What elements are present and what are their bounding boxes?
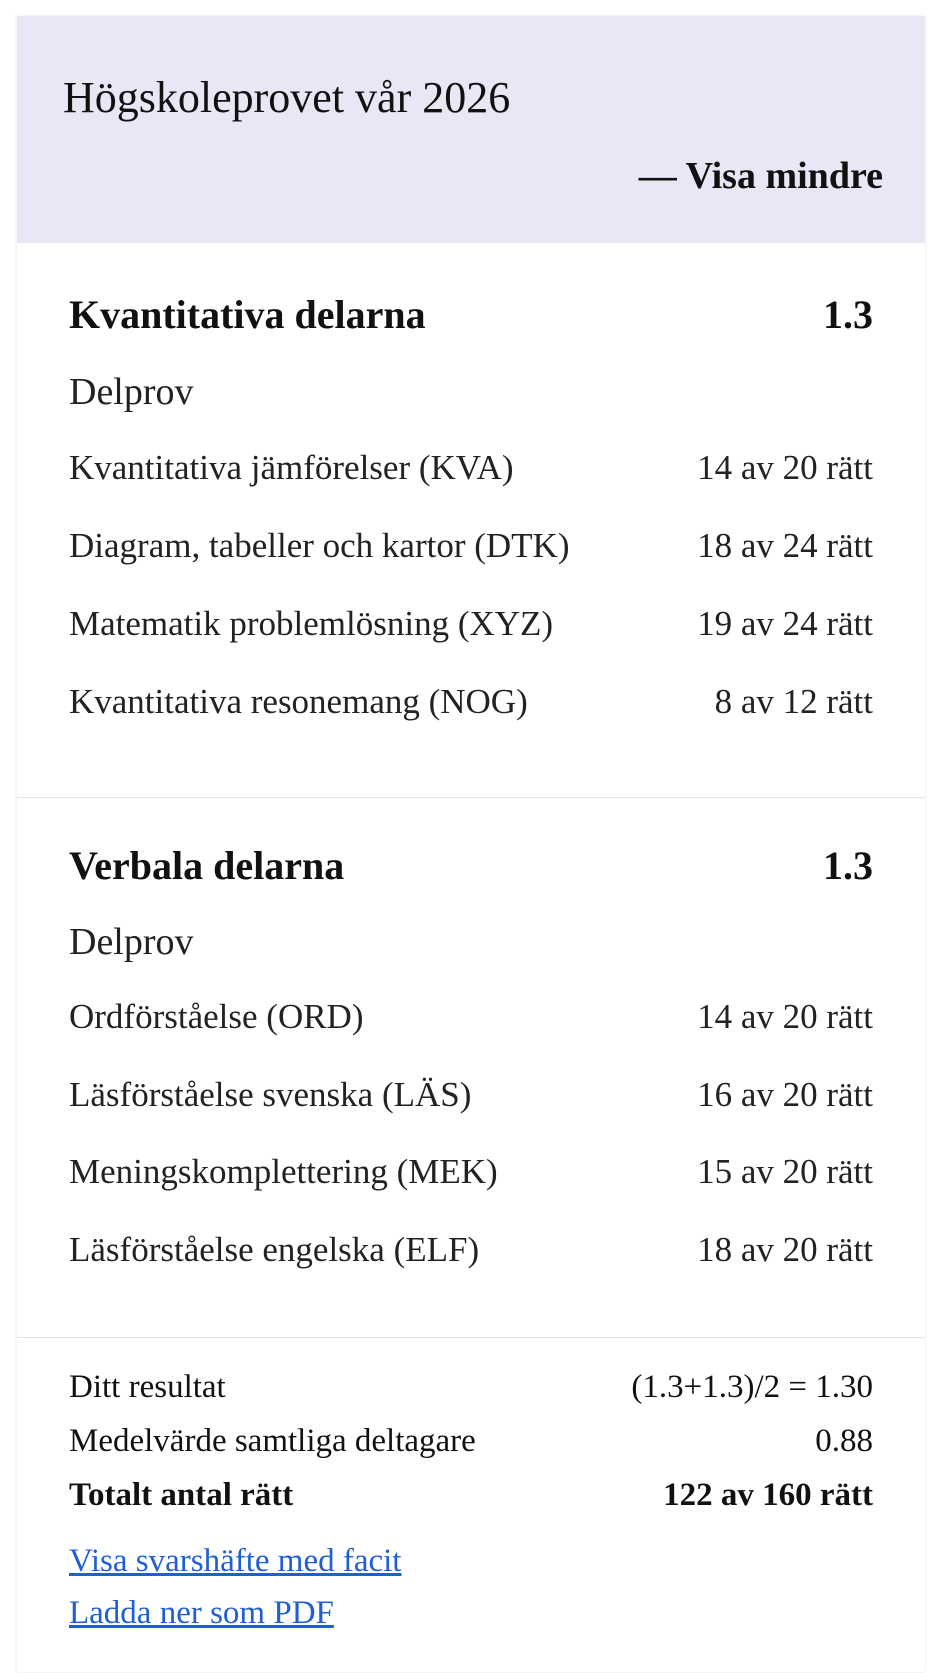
your-result-row	[69, 1368, 873, 1408]
average-row	[69, 1422, 873, 1462]
subtest-heading: Delprov	[69, 371, 194, 413]
subtest-label: Kvantitativa jämförelser (KVA)	[69, 448, 514, 487]
section-title: Kvantitativa delarna	[69, 292, 426, 337]
total-correct-label: Totalt antal rätt	[69, 1477, 294, 1513]
section-heading	[69, 842, 873, 890]
download-pdf-link[interactable]: Ladda ner som PDF	[69, 1595, 334, 1631]
subtest-label: Matematik problemlösning (XYZ)	[69, 604, 554, 643]
your-result-value: (1.3+1.3)/2 = 1.30	[631, 1369, 873, 1405]
section-score: 1.3	[823, 843, 873, 888]
total-correct-value: 122 av 160 rätt	[663, 1477, 873, 1513]
subtest-score: 14 av 20 rätt	[697, 997, 873, 1036]
subtest-label: Diagram, tabeller och kartor (DTK)	[69, 526, 570, 565]
subtest-label: Läsförståelse svenska (LÄS)	[69, 1075, 472, 1114]
subtest-row-xyz	[69, 603, 873, 645]
subtest-score: 15 av 20 rätt	[697, 1152, 873, 1191]
subtest-score: 19 av 24 rätt	[697, 604, 873, 643]
subtest-score: 18 av 20 rätt	[697, 1230, 873, 1269]
subtest-heading: Delprov	[69, 921, 194, 963]
subtest-score: 8 av 12 rätt	[714, 682, 873, 721]
page-title: Högskoleprovet vår 2026	[63, 73, 511, 122]
results-card	[17, 16, 925, 1672]
verbal-section	[17, 798, 925, 1338]
subtest-score: 18 av 24 rätt	[697, 526, 873, 565]
average-label: Medelvärde samtliga deltagare	[69, 1423, 476, 1459]
total-correct-row	[69, 1476, 873, 1516]
subtest-row-las	[69, 1074, 873, 1116]
results-summary	[17, 1338, 925, 1673]
subtest-row-kva	[69, 447, 873, 489]
subtest-label: Meningskomplettering (MEK)	[69, 1152, 498, 1191]
section-heading	[69, 291, 873, 339]
subtest-row-nog	[69, 681, 873, 723]
quantitative-section	[17, 243, 925, 798]
subtest-row-ord	[69, 996, 873, 1038]
subtest-row-elf	[69, 1229, 873, 1271]
subtest-row-mek	[69, 1151, 873, 1193]
subtest-score: 14 av 20 rätt	[697, 448, 873, 487]
average-value: 0.88	[815, 1423, 873, 1459]
subtest-row-dtk	[69, 525, 873, 567]
section-score: 1.3	[823, 292, 873, 337]
answer-sheet-link[interactable]: Visa svarshäfte med facit	[69, 1543, 402, 1579]
subtest-score: 16 av 20 rätt	[697, 1075, 873, 1114]
section-title: Verbala delarna	[69, 843, 345, 888]
subtest-label: Ordförståelse (ORD)	[69, 997, 364, 1036]
your-result-label: Ditt resultat	[69, 1369, 226, 1405]
show-less-toggle[interactable]: — Visa mindre	[638, 155, 883, 197]
subtest-label: Läsförståelse engelska (ELF)	[69, 1230, 480, 1269]
results-header	[17, 16, 925, 243]
subtest-label: Kvantitativa resonemang (NOG)	[69, 682, 528, 721]
